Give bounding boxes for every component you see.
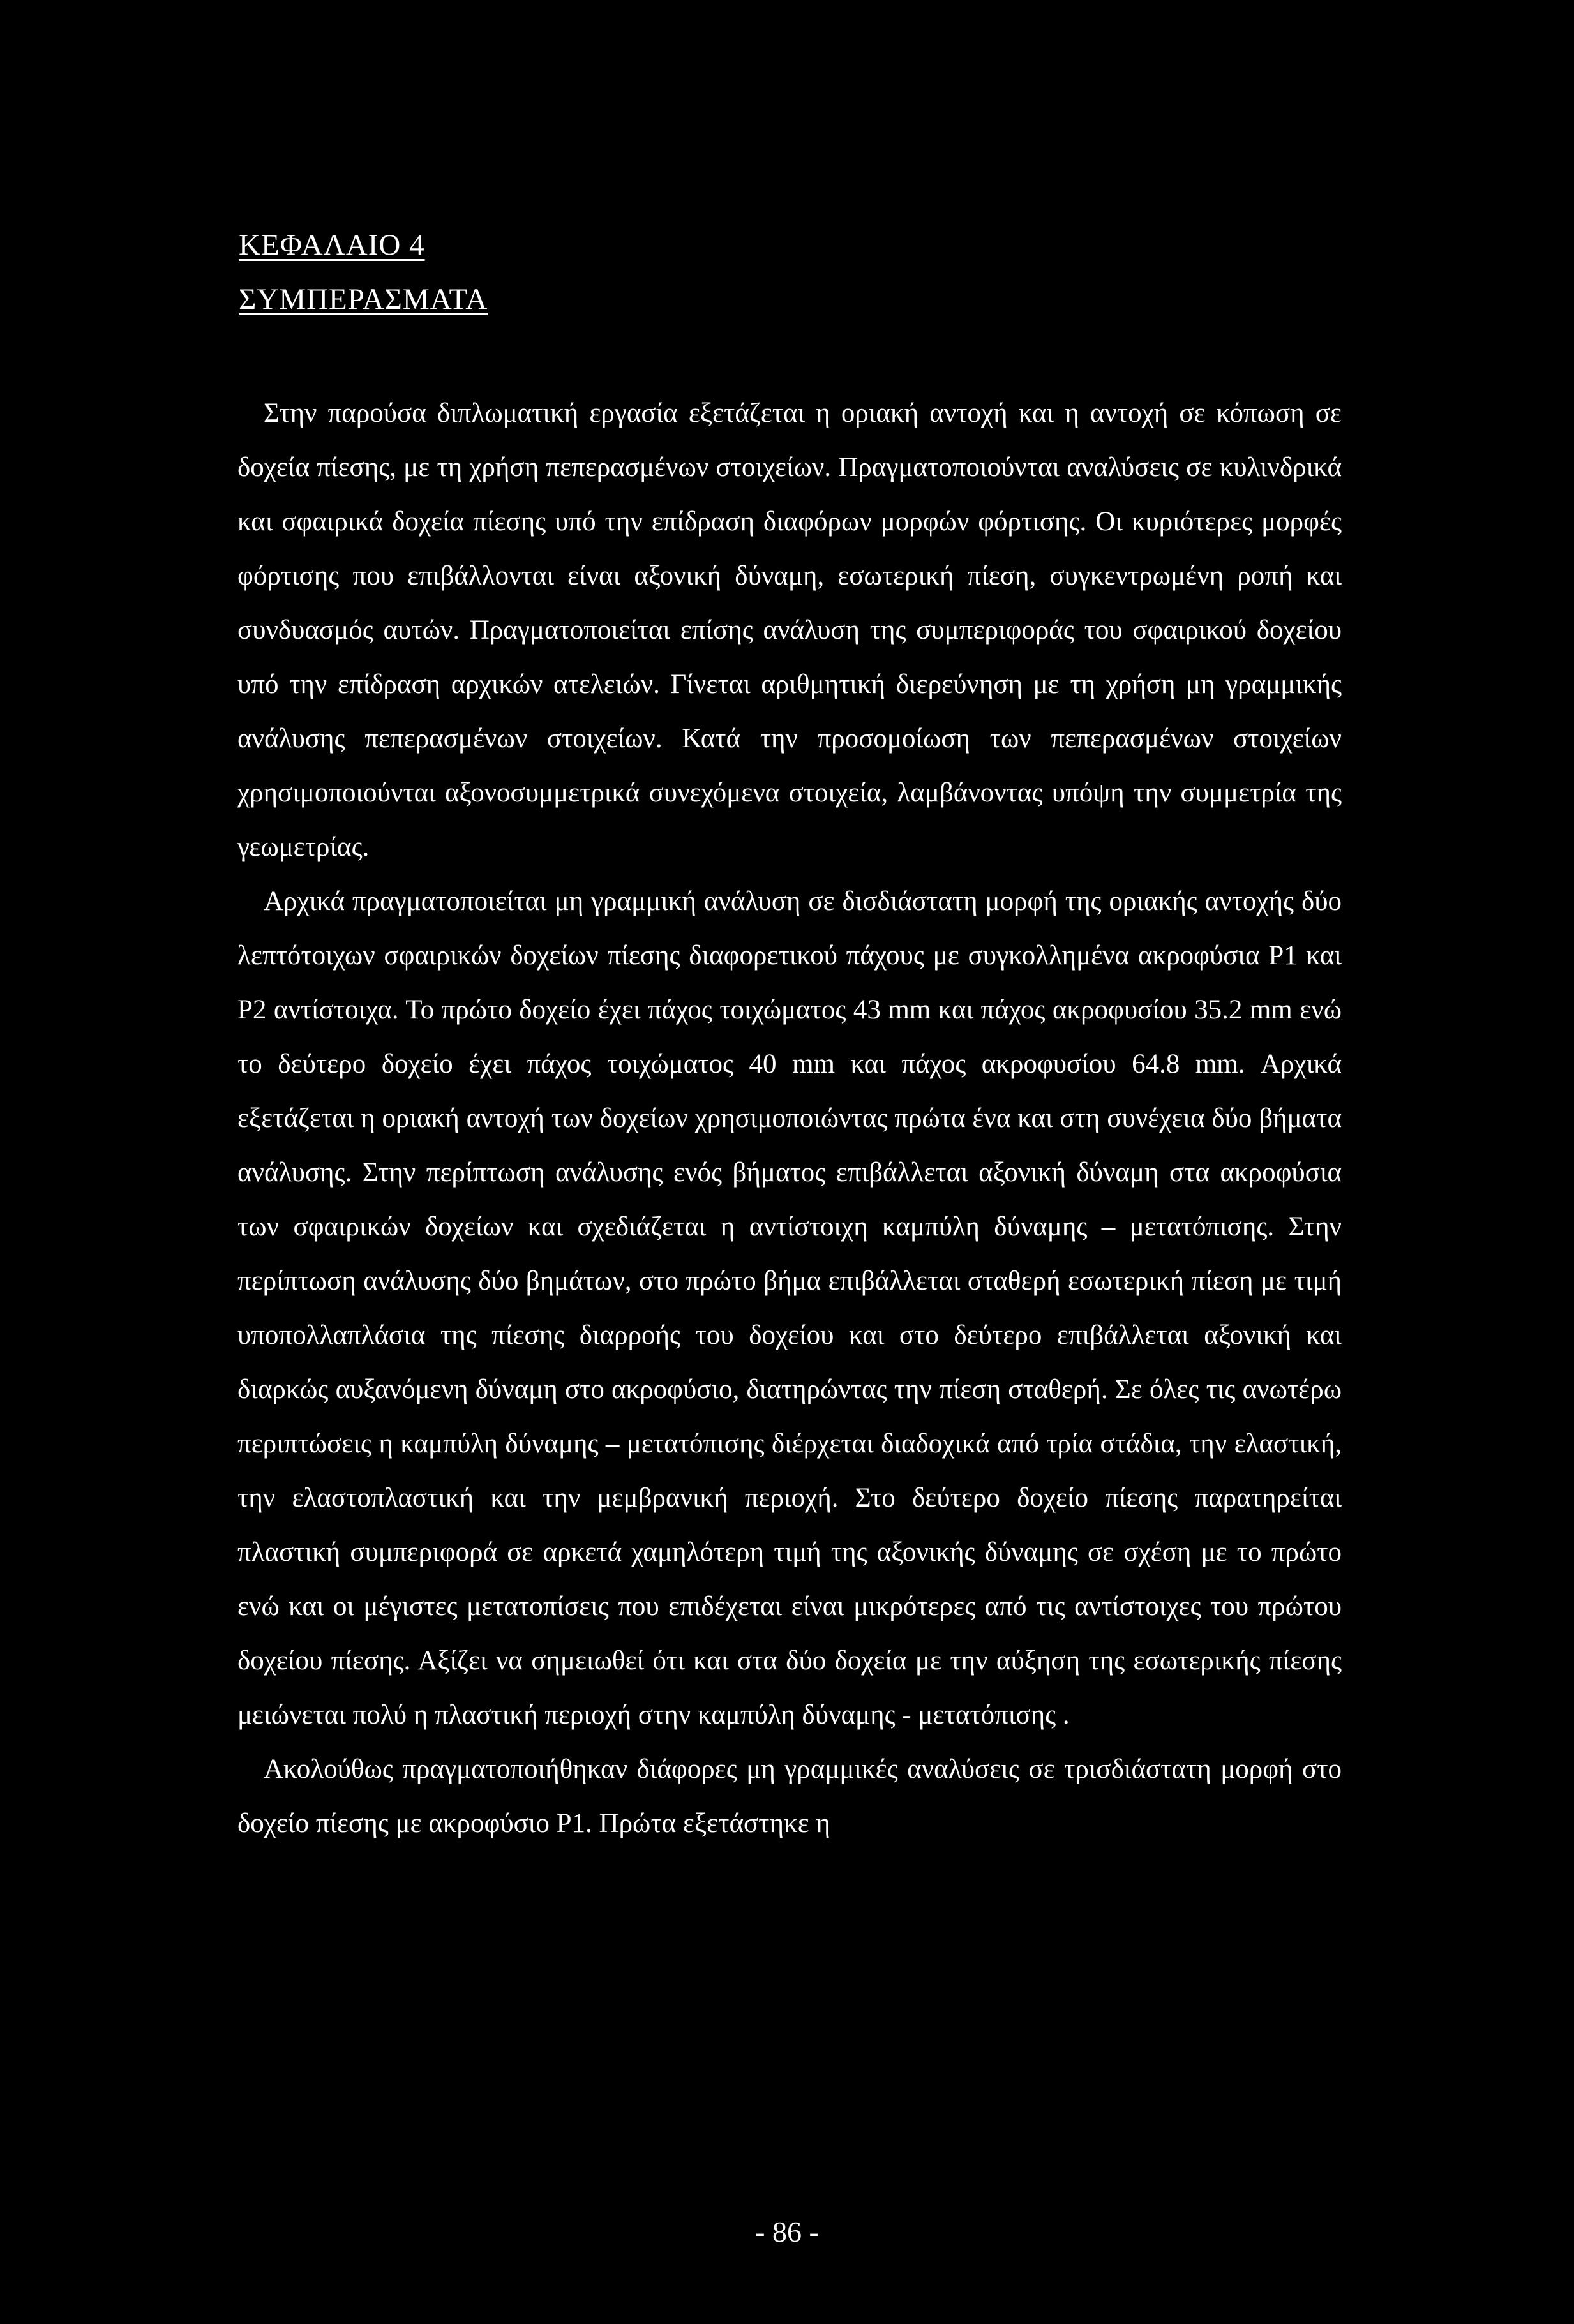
chapter-title: ΣΥΜΠΕΡΑΣΜΑΤΑ [239, 283, 488, 316]
paragraph-intro: Στην παρούσα διπλωματική εργασία εξετάζεται η οριακή αντοχή και η αντοχή σε κόπωση σε δοχεία πίεσης, με τη χρήση πεπερασμένων στοιχείων. Πραγματοποιούνται αναλύσεις σε κυλινδρικά και σφαιρικά δοχεία πίεσης υπό την επίδραση διαφόρων μορφών φόρτισης. Οι κυριότερες μορφές φόρτισης που επιβάλλονται είναι αξονική δύναμη, εσωτερική πίεση, συγκεντρωμένη ροπή και συνδυασμός αυτών. Πραγματοποιείται επίσης ανάλυση της συμπεριφοράς του σφαιρικού δοχείου υπό την επίδραση αρχικών ατελειών. Γίνεται αριθμητική διερεύνηση με τη χρήση μη γραμμικής ανάλυσης πεπερασμένων στοιχείων. Κατά την προσομοίωση των πεπερασμένων στοιχείων χρησιμοποιούνται αξονοσυμμετρικά συνεχόμενα στοιχεία, λαμβάνοντας υπόψη την συμμετρία της γεωμετρίας. [237, 398, 1342, 862]
chapter-label: ΚΕΦΑΛΑΙΟ 4 [239, 228, 425, 262]
body-text [237, 386, 1342, 1851]
paragraph-2d-analysis: Αρχικά πραγματοποιείται μη γραμμική ανάλυση σε δισδιάστατη μορφή της οριακής αντοχής δύο λεπτότοιχων σφαιρικών δοχείων πίεσης διαφορετικού πάχους με συγκολλημένα ακροφύσια P1 και P2 αντίστοιχα. Το πρώτο δοχείο έχει πάχος τοιχώματος 43 mm και πάχος ακροφυσίου 35.2 mm ενώ το δεύτερο δοχείο έχει πάχος τοιχώματος 40 mm και πάχος ακροφυσίου 64.8 mm. Αρχικά εξετάζεται η οριακή αντοχή των δοχείων χρησιμοποιώντας πρώτα ένα και στη συνέχεια δύο βήματα ανάλυσης. Στην περίπτωση ανάλυσης ενός βήματος επιβάλλεται αξονική δύναμη στα ακροφύσια των σφαιρικών δοχείων και σχεδιάζεται η αντίστοιχη καμπύλη δύναμης – μετατόπισης. Στην περίπτωση ανάλυσης δύο βημάτων, στο πρώτο βήμα επιβάλλεται σταθερή εσωτερική πίεση με τιμή υποπολλαπλάσια της πίεσης διαρροής του δοχείου και στο δεύτερο επιβάλλεται αξονική και διαρκώς αυξανόμενη δύναμη στο ακροφύσιο, διατηρώντας την πίεση σταθερή. Σε όλες τις ανωτέρω περιπτώσεις η καμπύλη δύναμης – μετατόπισης διέρχεται διαδοχικά από τρία στάδια, την ελαστική, την ελαστοπλαστική και την μεμβρανική περιοχή. Στο δεύτερο δοχείο πίεσης παρατηρείται πλαστική συμπεριφορά σε αρκετά χαμηλότερη τιμή της αξονικής δύναμης σε σχέση με το πρώτο ενώ και οι μέγιστες μετατοπίσεις που επιδέχεται είναι μικρότερες από τις αντίστοιχες του πρώτου δοχείου πίεσης. Αξίζει να σημειωθεί ότι και στα δύο δοχεία με την αύξηση της εσωτερικής πίεσης μειώνεται πολύ η πλαστική περιοχή στην καμπύλη δύναμης - μετατόπισης . [237, 886, 1342, 1730]
paragraph-3d-analysis: Ακολούθως πραγματοποιήθηκαν διάφορες μη γραμμικές αναλύσεις σε τρισδιάστατη μορφή στο δοχείο πίεσης με ακροφύσιο P1. Πρώτα εξετάστηκε η [237, 1754, 1342, 1838]
page-number: - 86 - [755, 2216, 819, 2248]
